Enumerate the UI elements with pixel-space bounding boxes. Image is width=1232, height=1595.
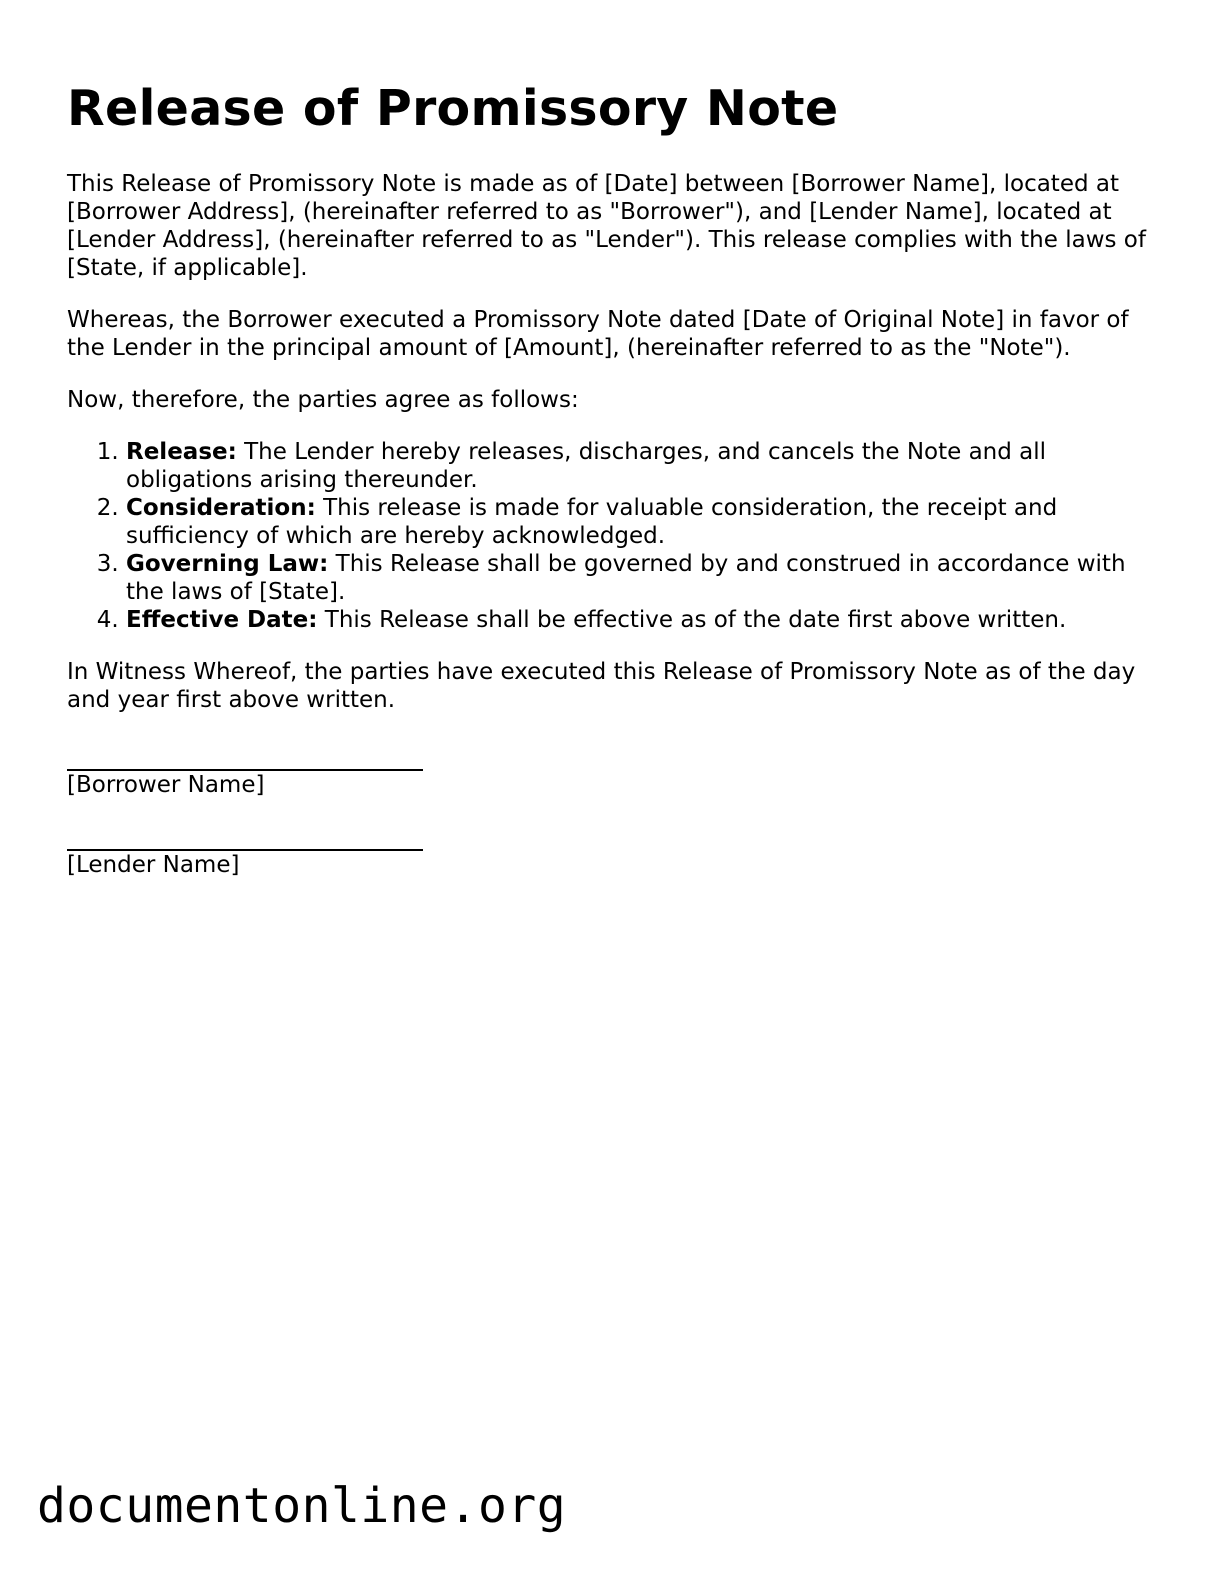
whereas-paragraph: Whereas, the Borrower executed a Promissory Note dated [Date of Original Note] in favor of the Lender in the principal amount of [Amount], (hereinafter referred to as the "Note"). [67,306,1129,361]
agreement-intro: Now, therefore, the parties agree as follows: [67,386,579,413]
clause-text: This Release shall be effective as of the date first above written. [317,606,1067,633]
document-page [67,82,1157,903]
watermark: documentonline.org [37,1478,567,1534]
clause-term: Effective Date: [126,606,318,633]
intro-paragraph: This Release of Promissory Note is made as of [Date] between [Borrower Name], located at [Borrower Address], (hereinafter referred to as "Borrower"), and [Lender Name], located at [Lender Address], (hereinafter referred to as "Lender"). This release complies with the laws of [State, if applicable]. [67,170,1146,281]
clause-effective-date [126,606,1157,634]
document-title: Release of Promissory Note [67,80,839,137]
clause-text: This Release shall be governed by and construed in accordance with the laws of [State]. [126,550,1126,605]
borrower-signature-line [67,743,423,771]
clause-text: This release is made for valuable consideration, the receipt and sufficiency of which are hereby acknowledged. [126,494,1058,549]
borrower-name-label: [Borrower Name] [67,771,265,798]
clause-term: Consideration: [126,494,316,521]
clause-list [67,438,1157,634]
signature-block [67,743,1157,879]
clause-consideration [126,494,1157,550]
clause-text: The Lender hereby releases, discharges, and cancels the Note and all obligations arising thereunder. [126,438,1047,493]
clause-term: Governing Law: [126,550,329,577]
witness-paragraph: In Witness Whereof, the parties have executed this Release of Promissory Note as of the day and year first above written. [67,658,1136,713]
clause-governing-law [126,550,1157,606]
clause-term: Release: [126,438,237,465]
clause-release [126,438,1157,494]
lender-signature-line [67,823,423,851]
lender-name-label: [Lender Name] [67,851,240,878]
